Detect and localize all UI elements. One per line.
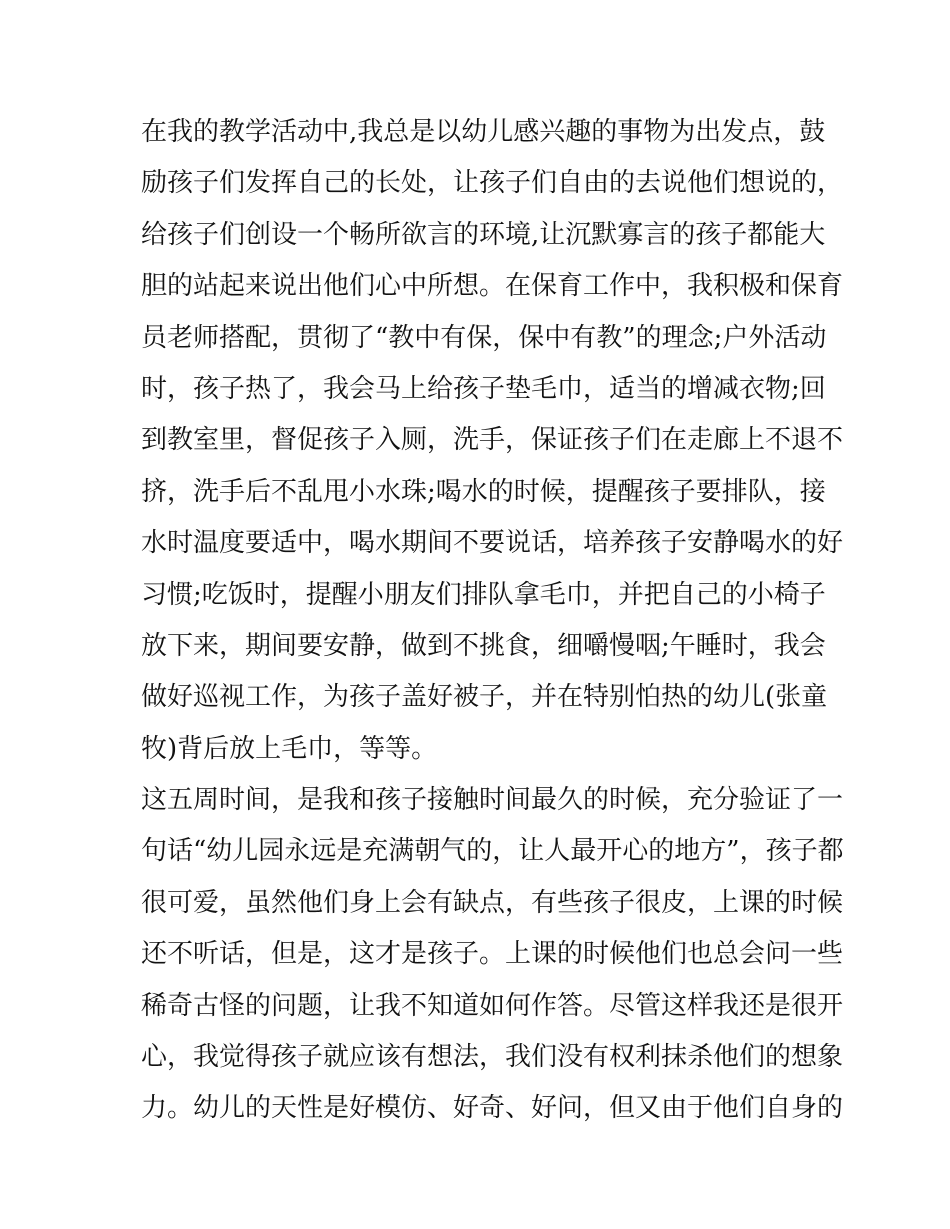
text-line: 稀奇古怪的问题，让我不知道如何作答。尽管这样我还是很开 [141, 990, 844, 1021]
text-line: 励孩子们发挥自己的长处，让孩子们自由的去说他们想说的， [141, 168, 844, 199]
text-line: 到教室里，督促孩子入厕，洗手，保证孩子们在走廊上不退不 [141, 425, 844, 456]
text-line: 水时温度要适中，喝水期间不要说话，培养孩子安静喝水的好 [141, 528, 844, 559]
text-line: 习惯;吃饭时，提醒小朋友们排队拿毛巾，并把自己的小椅子 [141, 579, 826, 610]
body-text [141, 107, 844, 1135]
text-line: 胆的站起来说出他们心中所想。在保育工作中，我积极和保育 [141, 271, 844, 302]
text-line: 牧)背后放上毛巾，等等。 [141, 733, 438, 764]
text-line: 做好巡视工作，为孩子盖好被子，并在特别怕热的幼儿(张童 [141, 682, 828, 713]
text-line: 这五周时间，是我和孩子接触时间最久的时候，充分验证了一 [141, 785, 844, 816]
text-line: 放下来，期间要安静，做到不挑食，细嚼慢咽;午睡时，我会 [141, 630, 826, 661]
text-line: 时，孩子热了，我会马上给孩子垫毛巾，适当的增减衣物;回 [141, 373, 826, 404]
text-line: 挤，洗手后不乱甩小水珠;喝水的时候，提醒孩子要排队，接 [141, 476, 826, 507]
text-line: 很可爱，虽然他们身上会有缺点，有些孩子很皮，上课的时候 [141, 887, 844, 918]
text-line: 句话“幼儿园永远是充满朝气的，让人最开心的地方”，孩子都 [141, 836, 844, 867]
text-line: 员老师搭配，贯彻了“教中有保，保中有教”的理念;户外活动 [141, 322, 827, 353]
text-line: 力。幼儿的天性是好模仿、好奇、好问，但又由于他们自身的 [141, 1093, 844, 1124]
text-line: 还不听话，但是，这才是孩子。上课的时候他们也总会问一些 [141, 939, 844, 970]
text-line: 在我的教学活动中,我总是以幼儿感兴趣的事物为出发点，鼓 [141, 117, 826, 147]
text-line: 给孩子们创设一个畅所欲言的环境,让沉默寡言的孩子都能大 [141, 219, 826, 250]
text-line: 心，我觉得孩子就应该有想法，我们没有权利抹杀他们的想象 [141, 1042, 844, 1073]
